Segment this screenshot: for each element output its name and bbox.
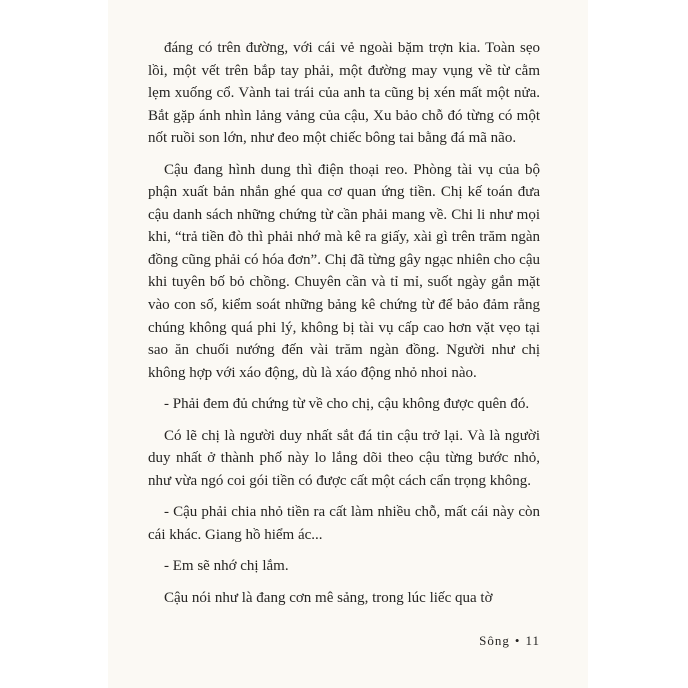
footer-bullet: • [514,633,521,648]
page-number: 11 [525,633,540,648]
paragraph-3-dialogue: - Phải đem đủ chứng từ về cho chị, cậu không được quên đó. [164,396,530,413]
book-page [108,0,588,688]
page-footer [479,633,540,649]
paragraph-7: Cậu nói như là đang cơn mê sảng, trong lúc liếc qua tờ [164,590,493,607]
paragraph-2: Cậu đang hình dung thì điện thoại reo. Phòng tài vụ của bộ phận xuất bản nhắn ghé qua cơ quan ứng tiền. Chị kế toán đưa cậu danh sách những chứng từ cần phải mang về. Chi li như mọi khi, “trả tiền đò thì phải nhớ mà kê ra giấy, xài gì trên trăm ngàn đồng cũng phải có hóa đơn”. Chị đã từng gây ngạc nhiên cho cậu khi tuyên bố bỏ chồng. Chuyên cần và tỉ mỉ, suốt ngày gắn mặt vào con số, kiểm soát những bảng kê chứng từ để bảo đảm rằng chúng không quá phi lý, không bị tài vụ cấp cao hơn vặt vẹo tại sao ăn chuối nướng đến vài trăm ngàn đồng. Người như chị không hợp với xáo động, dù là xáo động nhỏ nhoi nào. [148,161,540,381]
paragraph-6-dialogue: - Em sẽ nhớ chị lắm. [164,558,289,575]
body-text [148,37,540,610]
paragraph-4: Có lẽ chị là người duy nhất sắt đá tin cậu trở lại. Và là người duy nhất ở thành phố này lo lắng dõi theo cậu từng bước nhỏ, như vừa ngó coi gói tiền có được cất một cách cẩn trọng không. [148,427,540,489]
paragraph-5-dialogue: - Cậu phải chia nhỏ tiền ra cất làm nhiều chỗ, mất cái này còn cái khác. Giang hồ hiểm ác... [148,504,540,543]
running-title: Sông [479,633,510,648]
paragraph-1: đáng có trên đường, với cái vẻ ngoài bặm trợn kia. Toàn sẹo lồi, một vết trên bắp tay phải, một đường may vụng về từ cằm lẹm xuống cổ. Vành tai trái của anh ta cũng bị xén mất một nửa. Bắt gặp ánh nhìn lảng vảng của cậu, Xu bảo chỗ đó từng có một nốt ruồi son lớn, như đeo một chiếc bông tai bằng đá mã não. [148,40,540,147]
